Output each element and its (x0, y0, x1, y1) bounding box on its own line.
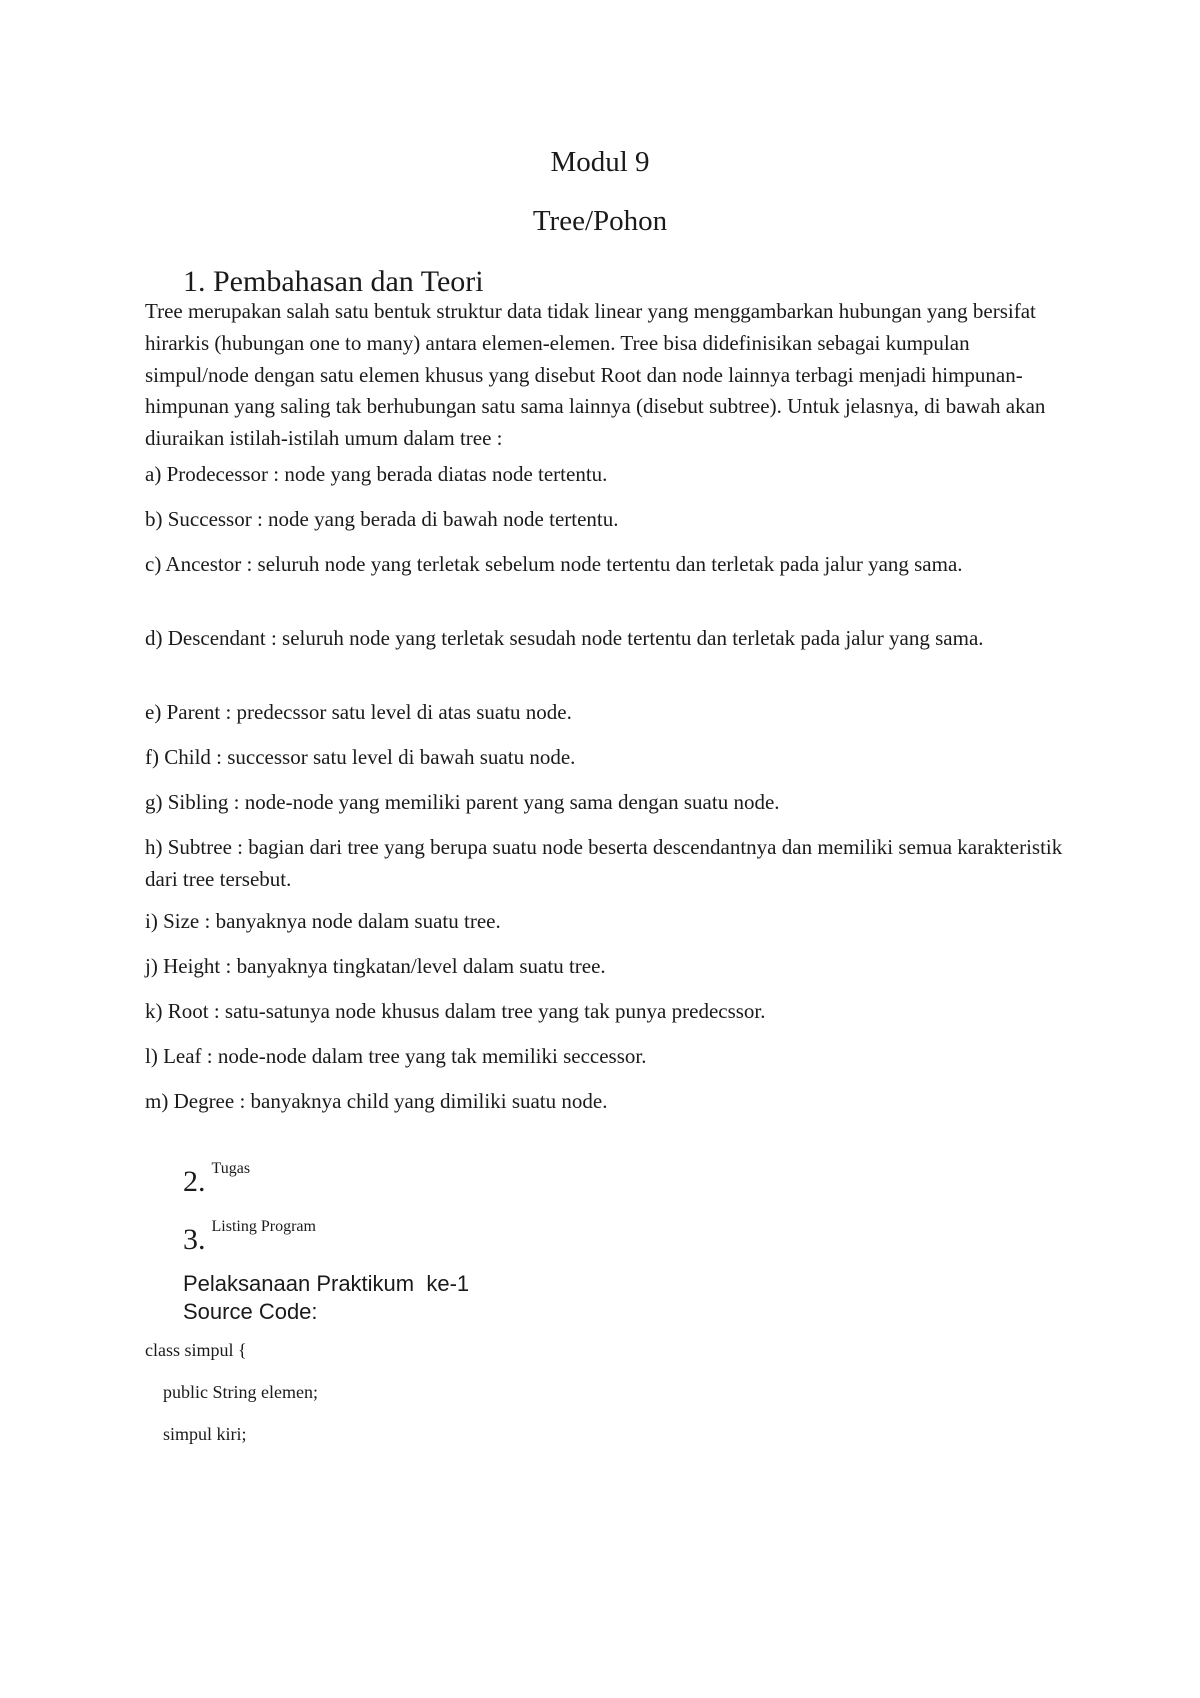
code-line: class simpul { (145, 1340, 247, 1360)
definition-item: m) Degree : banyaknya child yang dimiliki suatu node. (145, 1089, 608, 1113)
section-2-label: Tugas (211, 1160, 251, 1177)
definition-item: a) Prodecessor : node yang berada diatas node tertentu. (145, 462, 608, 486)
section-1-number: 1. (183, 265, 206, 298)
definition-item: l) Leaf : node-node dalam tree yang tak memiliki seccessor. (145, 1044, 647, 1068)
definition-item: f) Child : successor satu level di bawah suatu node. (145, 745, 576, 769)
section-1-title: Pembahasan dan Teori (213, 265, 484, 298)
definition-item: h) Subtree : bagian dari tree yang berupa suatu node beserta descendantnya dan memiliki semua karakteristik dari tree tersebut. (145, 835, 1063, 891)
source-code-label: Source Code: (183, 1299, 318, 1324)
definition-item: c) Ancestor : seluruh node yang terletak sebelum node tertentu dan terletak pada jalur yang sama. (145, 552, 963, 576)
definition-item: j) Height : banyaknya tingkatan/level dalam suatu tree. (145, 954, 606, 978)
code-line: simpul kiri; (145, 1424, 247, 1444)
section-3-number: 3. (183, 1223, 206, 1256)
praktikum-title: Pelaksanaan Praktikum ke-1 (183, 1271, 470, 1296)
page-subtitle: Tree/Pohon (532, 205, 668, 237)
praktikum-block (183, 1270, 469, 1326)
section-3-label: Listing Program (211, 1218, 316, 1235)
section-2-number: 2. (183, 1165, 206, 1198)
definition-item: k) Root : satu-satunya node khusus dalam tree yang tak punya predecssor. (145, 999, 766, 1023)
definition-item: b) Successor : node yang berada di bawah node tertentu. (145, 507, 619, 531)
definition-item: d) Descendant : seluruh node yang terletak sesudah node tertentu dan terletak pada jalur yang sama. (145, 626, 984, 650)
definition-item: i) Size : banyaknya node dalam suatu tree. (145, 909, 501, 933)
intro-paragraph: Tree merupakan salah satu bentuk struktur data tidak linear yang menggambarkan hubungan yang bersifat hirarkis (hubungan one to many) antara elemen-elemen. Tree bisa didefinisikan sebagai kumpulan simpul/node dengan satu elemen khusus yang disebut Root dan node lainnya terbagi menjadi himpunan-himpunan yang saling tak berhubungan satu sama lainnya (disebut subtree). Untuk jelasnya, di bawah akan diuraikan istilah-istilah umum dalam tree : (145, 299, 1046, 451)
section-2-heading (183, 1160, 250, 1199)
section-1-heading (183, 265, 484, 299)
definition-item: e) Parent : predecssor satu level di atas suatu node. (145, 700, 572, 724)
code-line: public String elemen; (145, 1382, 318, 1402)
section-3-heading (183, 1218, 316, 1257)
page-title: Modul 9 (550, 146, 650, 178)
definition-item: g) Sibling : node-node yang memiliki parent yang sama dengan suatu node. (145, 790, 780, 814)
